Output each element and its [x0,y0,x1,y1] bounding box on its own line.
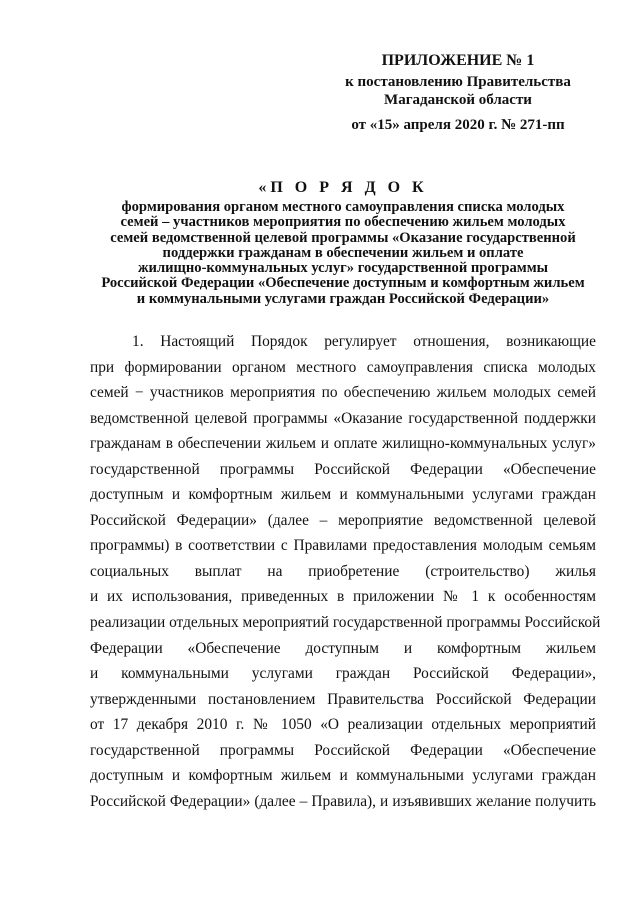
body-line: Российской Федерации» (далее – Правила), и изъявивших желание получить [90,792,596,810]
heading-line: семей ведомственной целевой программы «Оказание государственной [110,229,576,246]
body-line: доступным и комфортным жильем и коммунальными услугами граждан [90,486,596,504]
body-line: государственной программы Российской Федерации «Обеспечение [90,741,596,759]
appendix-date: от «15» апреля 2020 г. № 271-пп [351,117,565,133]
appendix-block [330,52,586,134]
body-line: реализации отдельных мероприятий государственной программы Российской [90,614,601,632]
body-line: утвержденными постановлением Правительства Российской Федерации [90,690,596,708]
body-line: и коммунальными услугами граждан Российской Федерации», [90,665,596,683]
heading-line: формирования органом местного самоуправления списка молодых [121,199,565,215]
body-line: Российской Федерации» (далее – мероприятие ведомственной целевой [90,511,596,529]
body-line: гражданам в обеспечении жильем и оплате жилищно-коммунальных услуг» [90,435,596,453]
heading-line: жилищно-коммунальных услуг» государственной программы [137,260,549,277]
body-line: программы) в соответствии с Правилами предоставления молодым семьям [90,537,596,555]
body-line: доступным и комфортным жильем и коммунальными услугами граждан [90,767,596,785]
body-line: ведомственной целевой программы «Оказание государственной поддержки [90,409,596,427]
appendix-title: ПРИЛОЖЕНИЕ № 1 [381,52,535,69]
body-line: Федерации «Обеспечение доступным и комфортным жильем [90,639,596,657]
body-line: семей − участников мероприятия по обеспечению жильем молодых семей [90,384,596,402]
body-line: государственной программы Российской Федерации «Обеспечение [90,460,596,478]
document-heading [90,178,596,307]
heading-line: Российской Федерации «Обеспечение доступным и комфортным жильем [101,275,585,292]
heading-line: семей – участников мероприятия по обеспечению жильем молодых [120,214,566,231]
appendix-line: Магаданской области [384,92,532,108]
document-title: «П О Р Я Д О К [258,179,428,196]
appendix-line: к постановлению Правительства [345,74,571,90]
body-paragraph [90,329,601,814]
body-line: и их использования, приведенных в приложении № 1 к особенностям [90,588,596,606]
heading-line: и коммунальными услугами граждан Российской Федерации» [136,290,550,307]
body-line: 1. Настоящий Порядок регулирует отношения, возникающие [132,333,596,350]
body-line: социальных выплат на приобретение (строительство) жилья [90,562,596,580]
heading-line: поддержки гражданам в обеспечении жильем и оплате [162,244,524,261]
body-line: при формировании органом местного самоуправления списка молодых [90,358,596,376]
body-line: от 17 декабря 2010 г. № 1050 «О реализации отдельных мероприятий [90,716,596,734]
